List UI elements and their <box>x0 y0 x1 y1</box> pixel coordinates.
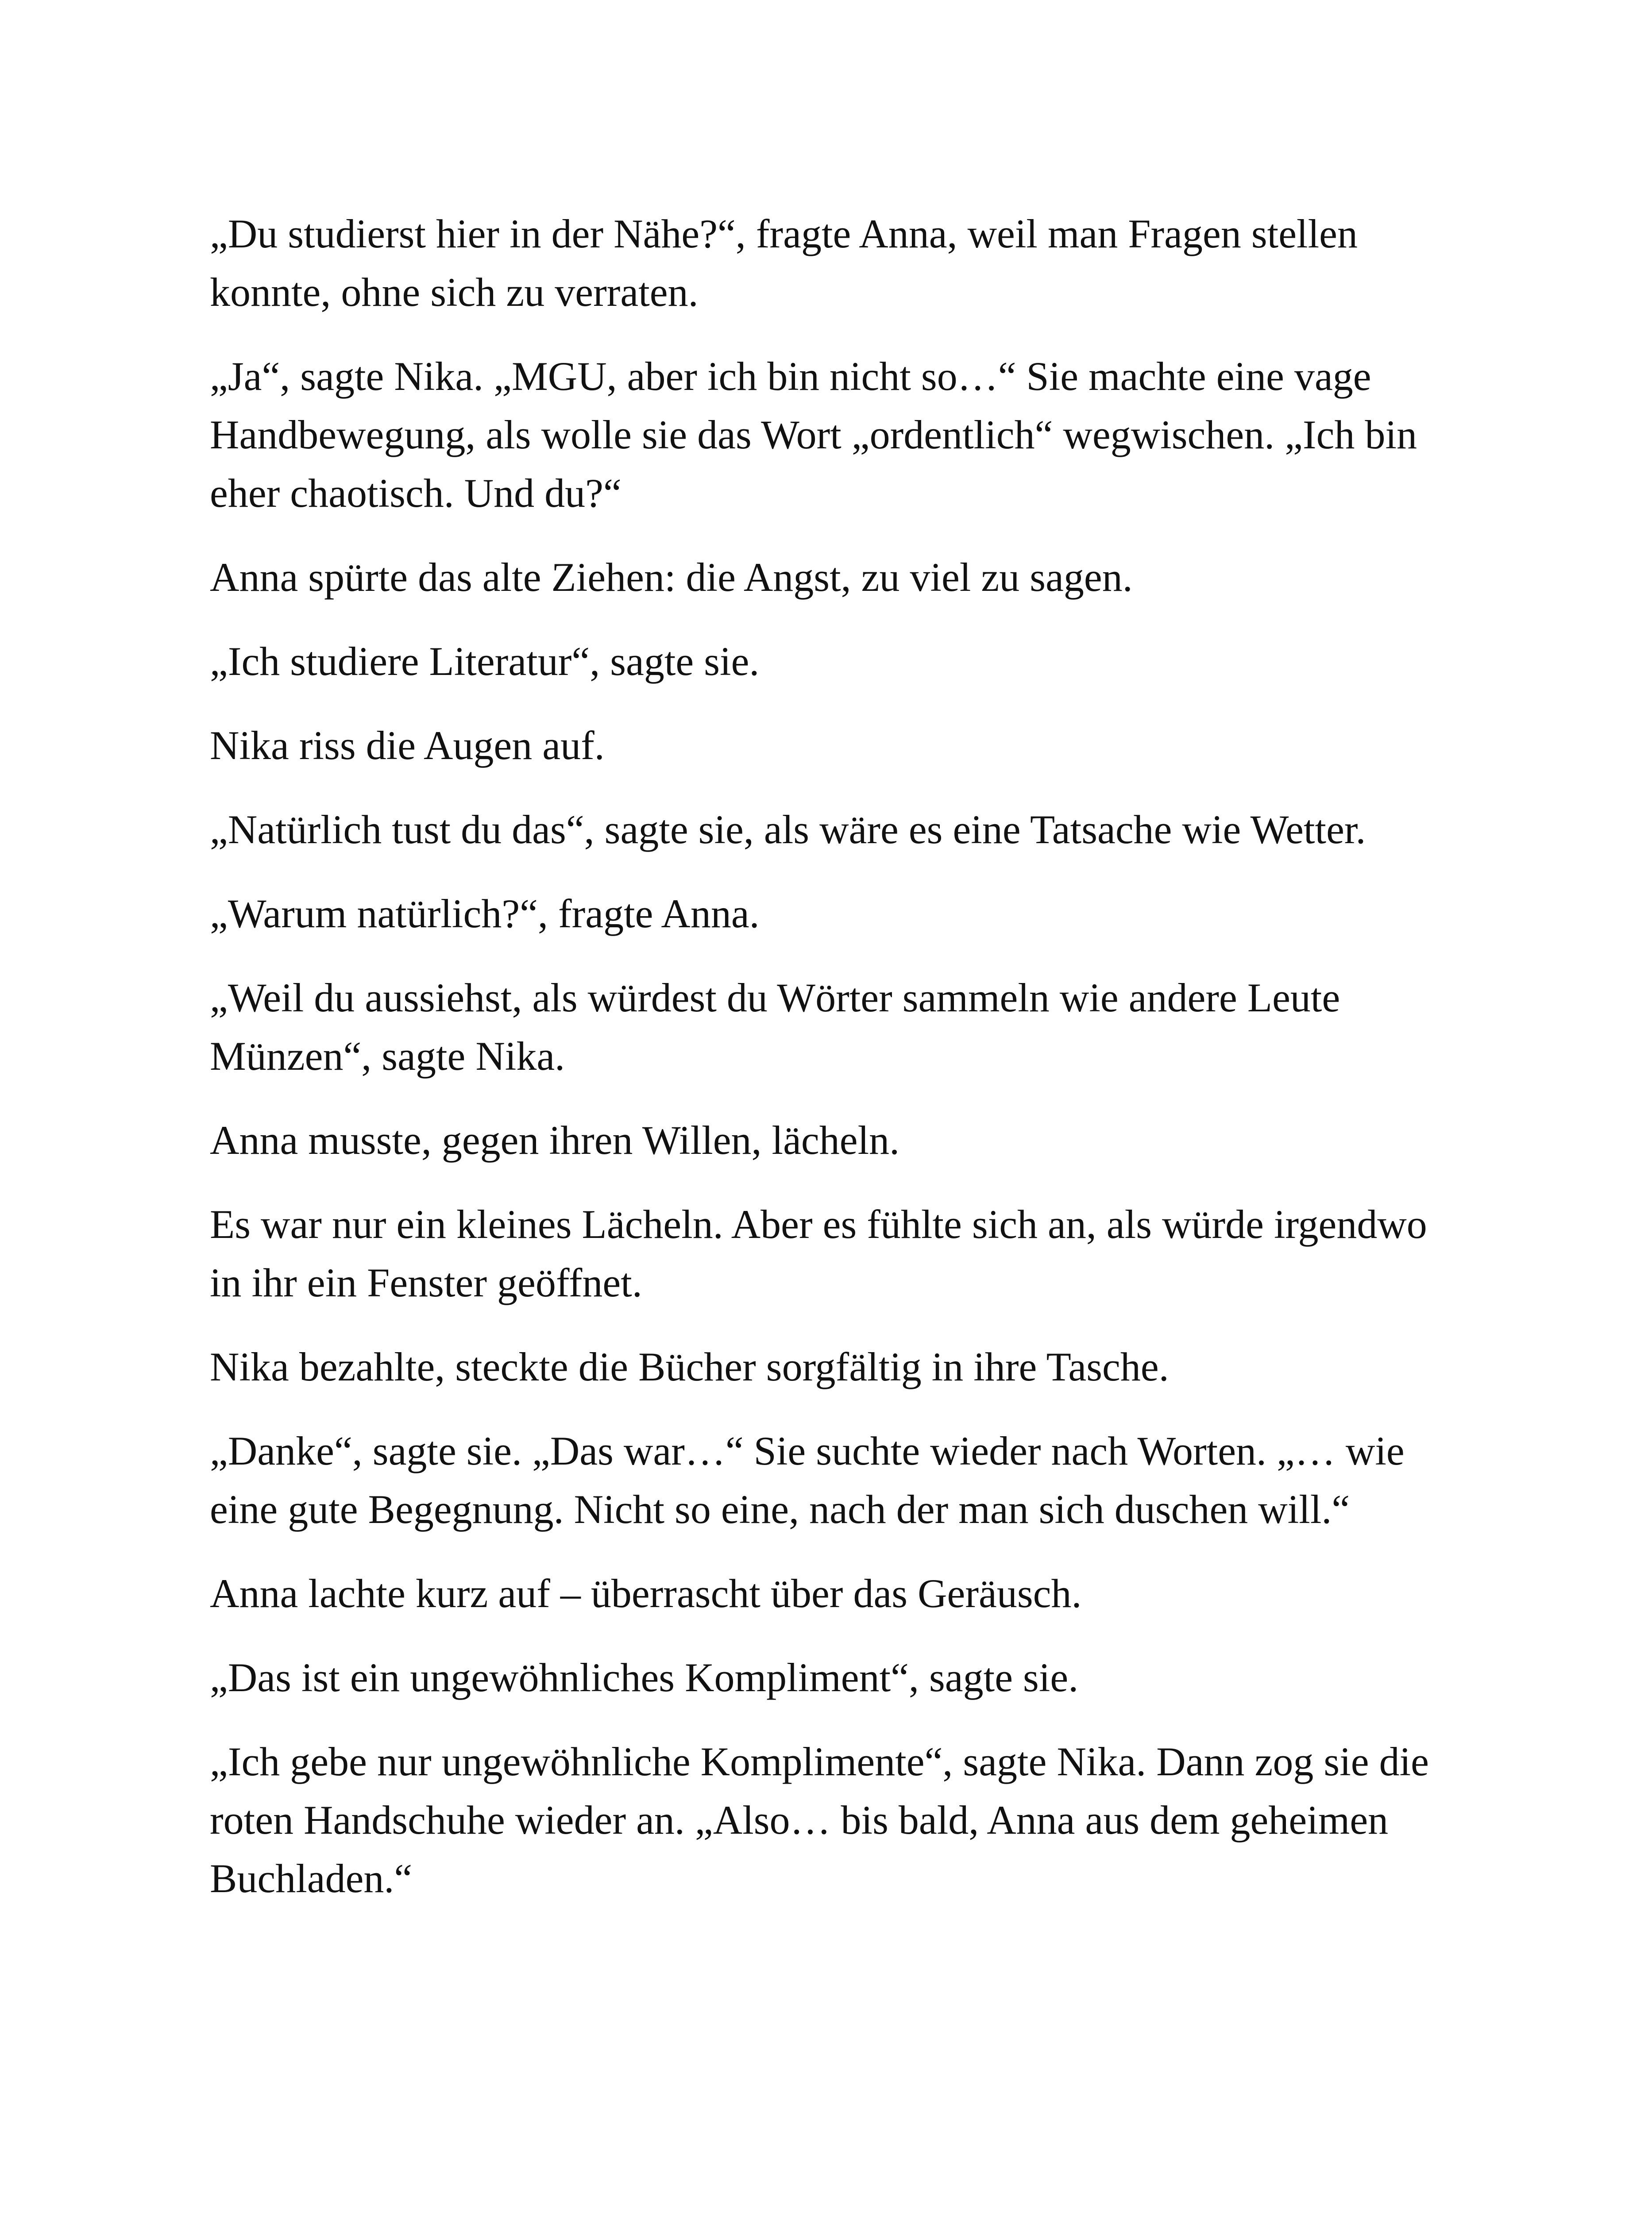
document-body <box>210 204 1449 1933</box>
paragraph: Nika bezahlte, steckte die Bücher sorgfältig in ihre Tasche. <box>210 1344 1169 1389</box>
paragraph: „Ich gebe nur ungewöhnliche Komplimente“, sagte Nika. Dann zog sie die roten Handschuhe wieder an. „Also… bis bald, Anna aus dem geheimen Buchladen.“ <box>210 1739 1429 1901</box>
paragraph: „Weil du aussiehst, als würdest du Wörter sammeln wie andere Leute Münzen“, sagte Nika. <box>210 975 1340 1079</box>
paragraph: „Ich studiere Literatur“, sagte sie. <box>210 639 760 684</box>
paragraph: „Ja“, sagte Nika. „MGU, aber ich bin nicht so…“ Sie machte eine vage Handbewegung, als wolle sie das Wort „ordentlich“ wegwischen. „Ich bin eher chaotisch. Und du?“ <box>210 354 1417 516</box>
paragraph: Nika riss die Augen auf. <box>210 723 605 768</box>
paragraph: „Natürlich tust du das“, sagte sie, als wäre es eine Tatsache wie Wetter. <box>210 807 1366 852</box>
paragraph: Anna lachte kurz auf – überrascht über das Geräusch. <box>210 1571 1082 1616</box>
paragraph: „Du studierst hier in der Nähe?“, fragte Anna, weil man Fragen stellen konnte, ohne sich zu verraten. <box>210 211 1358 315</box>
paragraph: Es war nur ein kleines Lächeln. Aber es fühlte sich an, als würde irgendwo in ihr ein Fenster geöffnet. <box>210 1202 1427 1305</box>
paragraph: Anna spürte das alte Ziehen: die Angst, zu viel zu sagen. <box>210 555 1133 600</box>
paragraph: „Warum natürlich?“, fragte Anna. <box>210 891 760 936</box>
paragraph: „Danke“, sagte sie. „Das war…“ Sie suchte wieder nach Worten. „… wie eine gute Begegnung. Nicht so eine, nach der man sich duschen will.“ <box>210 1428 1405 1532</box>
paragraph: Anna musste, gegen ihren Willen, lächeln. <box>210 1118 900 1163</box>
paragraph: „Das ist ein ungewöhnliches Kompliment“, sagte sie. <box>210 1655 1079 1700</box>
